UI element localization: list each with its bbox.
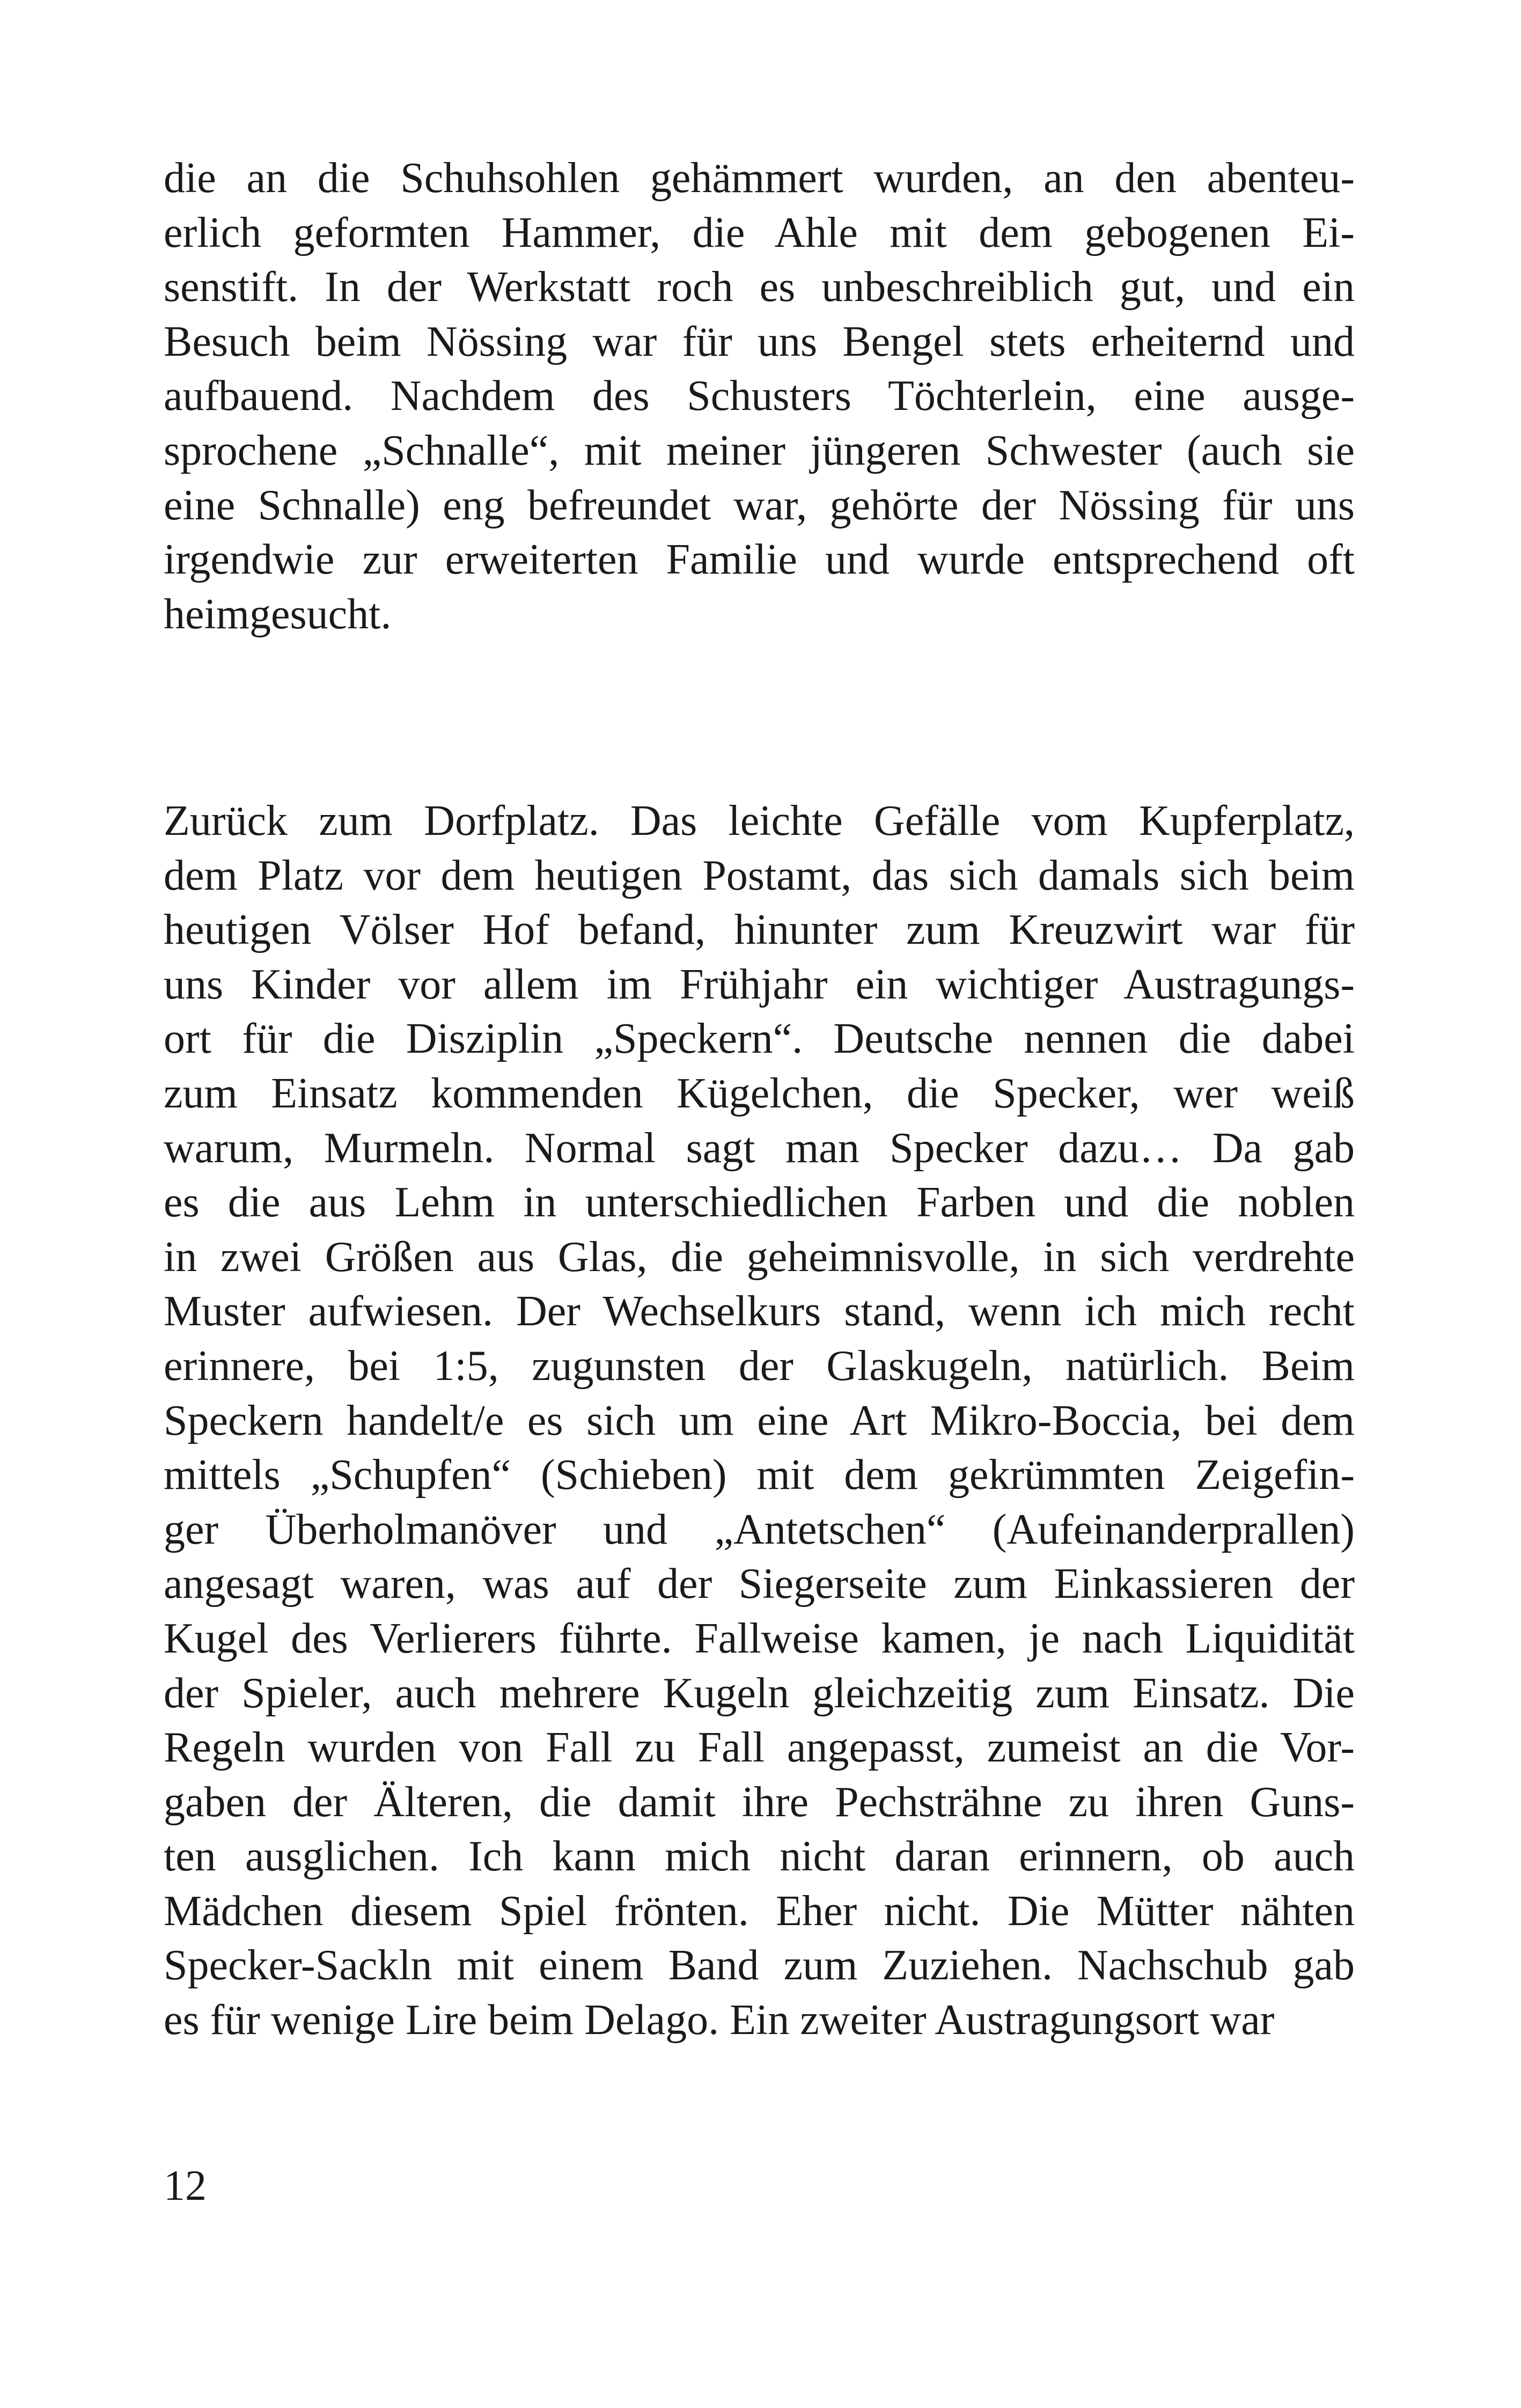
text-line: eine Schnalle) eng befreundet war, gehörte der Nössing für uns — [164, 481, 1355, 529]
text-line: der Spieler, auch mehrere Kugeln gleichzeitig zum Einsatz. Die — [164, 1669, 1355, 1717]
text-line: Zurück zum Dorfplatz. Das leichte Gefälle vom Kupferplatz, — [164, 797, 1355, 845]
text-line: Speckern handelt/e es sich um eine Art Mikro-Boccia, bei dem — [164, 1397, 1355, 1444]
text-line: es für wenige Lire beim Delago. Ein zweiter Austragungsort war — [164, 1996, 1275, 2044]
text-line: dem Platz vor dem heutigen Postamt, das sich damals sich beim — [164, 851, 1355, 899]
text-line: in zwei Größen aus Glas, die geheimnisvolle, in sich verdrehte — [164, 1233, 1355, 1281]
text-line: angesagt waren, was auf der Siegerseite zum Einkassieren der — [164, 1560, 1355, 1608]
text-line: zum Einsatz kommenden Kügelchen, die Specker, wer weiß — [164, 1069, 1355, 1117]
page-number: 12 — [164, 2162, 207, 2209]
paragraph-2 — [164, 794, 1355, 2048]
paragraph-1 — [164, 151, 1355, 642]
text-line: ten ausglichen. Ich kann mich nicht daran erinnern, ob auch — [164, 1833, 1355, 1881]
text-line: heutigen Völser Hof befand, hinunter zum Kreuzwirt war für — [164, 906, 1355, 954]
text-line: es die aus Lehm in unterschiedlichen Farben und die noblen — [164, 1179, 1355, 1227]
text-line: erlich geformten Hammer, die Ahle mit dem gebogenen Ei- — [164, 209, 1355, 256]
text-line: heimgesucht. — [164, 590, 392, 638]
text-line: Mädchen diesem Spiel frönten. Eher nicht. Die Mütter nähten — [164, 1887, 1355, 1935]
text-line: Muster aufwiesen. Der Wechselkurs stand, wenn ich mich recht — [164, 1288, 1355, 1335]
text-line: erinnere, bei 1:5, zugunsten der Glaskugeln, natürlich. Beim — [164, 1342, 1355, 1390]
text-line: die an die Schuhsohlen gehämmert wurden, an den abenteu- — [164, 155, 1355, 202]
text-line: ger Überholmanöver und „Antetschen“ (Aufeinanderprallen) — [164, 1506, 1355, 1553]
text-line: gaben der Älteren, die damit ihre Pechsträhne zu ihren Guns- — [164, 1778, 1355, 1826]
text-line: Specker-Sackln mit einem Band zum Zuziehen. Nachschub gab — [164, 1942, 1355, 1989]
text-line: warum, Murmeln. Normal sagt man Specker dazu… Da gab — [164, 1124, 1355, 1172]
text-line: aufbauend. Nachdem des Schusters Töchterlein, eine ausge- — [164, 372, 1355, 420]
text-line: uns Kinder vor allem im Frühjahr ein wichtiger Austragungs- — [164, 960, 1355, 1008]
text-line: Regeln wurden von Fall zu Fall angepasst, zumeist an die Vor- — [164, 1724, 1355, 1772]
text-line: sprochene „Schnalle“, mit meiner jüngeren Schwester (auch sie — [164, 427, 1355, 474]
text-line: mittels „Schupfen“ (Schieben) mit dem gekrümmten Zeigefin- — [164, 1451, 1355, 1499]
text-line: senstift. In der Werkstatt roch es unbeschreiblich gut, und ein — [164, 263, 1355, 311]
text-line: ort für die Disziplin „Speckern“. Deutsche nennen die dabei — [164, 1015, 1355, 1063]
text-line: irgendwie zur erweiterten Familie und wurde entsprechend oft — [164, 536, 1355, 584]
text-line: Besuch beim Nössing war für uns Bengel stets erheiternd und — [164, 318, 1355, 365]
text-line: Kugel des Verlierers führte. Fallweise kamen, je nach Liquidität — [164, 1614, 1355, 1662]
